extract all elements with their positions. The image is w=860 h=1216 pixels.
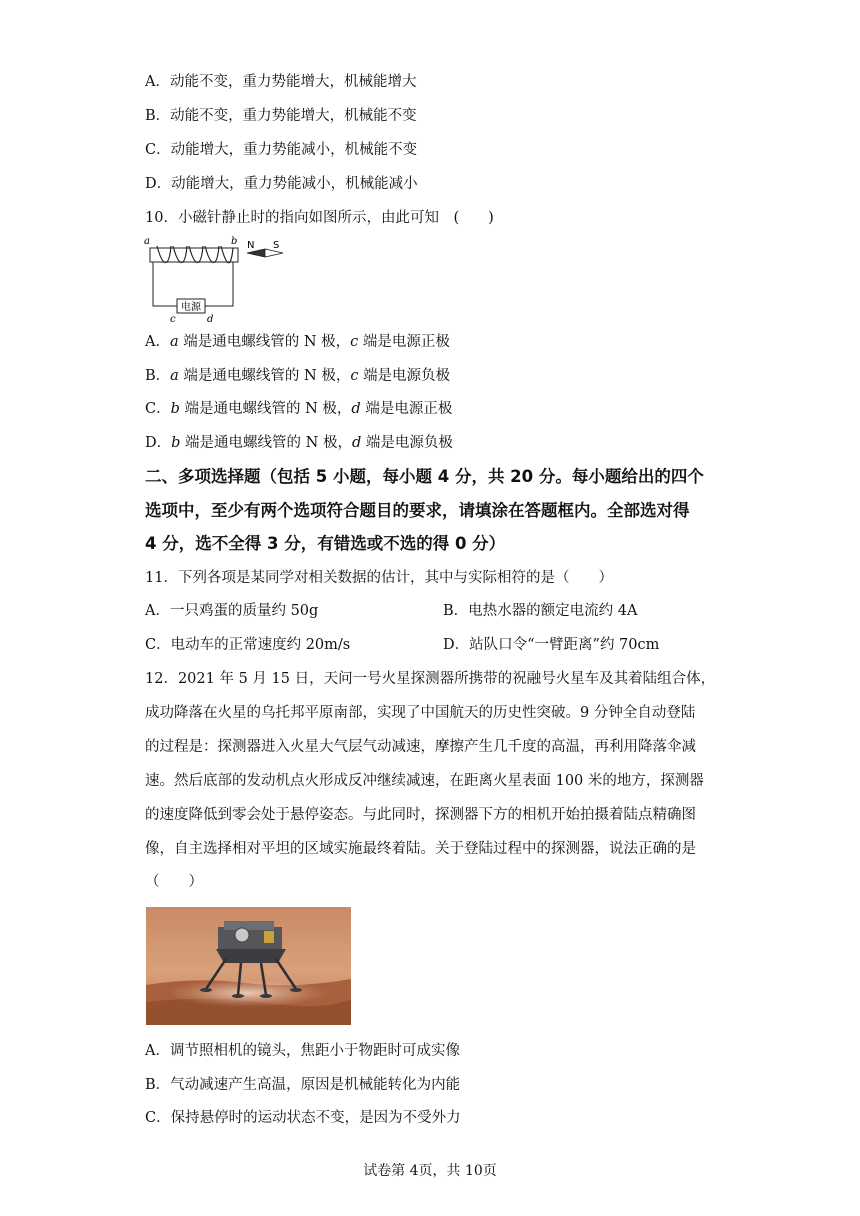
q11-stem: 11．下列各项是某同学对相关数据的估计，其中与实际相符的是（ ） <box>145 570 613 586</box>
q12-stem-line6: 像，自主选择相对平坦的区域实施最终着陆。关于登陆过程中的探测器，说法正确的是 <box>145 841 696 857</box>
q12-option-c: C．保持悬停时的运动状态不变，是因为不受外力 <box>145 1110 461 1126</box>
q10-option-b: B．a 端是通电螺线管的 N 极，c 端是电源负极 <box>145 368 451 384</box>
q12-stem-line3: 的过程是：探测器进入火星大气层气动减速，摩擦产生几千度的高温，再利用降落伞减 <box>145 739 696 755</box>
q10-option-a: A．a 端是通电螺线管的 N 极，c 端是电源正极 <box>145 334 450 350</box>
q9-option-d: D．动能增大，重力势能减小，机械能减小 <box>145 176 418 192</box>
q9-option-b: B．动能不变，重力势能增大，机械能不变 <box>145 108 417 124</box>
section2-heading-line3: 4 分，选不全得 3 分，有错选或不选的得 0 分） <box>145 534 506 553</box>
q9-option-a: A．动能不变，重力势能增大，机械能增大 <box>145 74 417 90</box>
q11-option-d: D．站队口令“一臂距离”约 70cm <box>443 637 660 653</box>
q12-option-a: A．调节照相机的镜头，焦距小于物距时可成实像 <box>145 1043 460 1059</box>
needle-n-label: N <box>247 240 255 251</box>
power-source-label: 电源 <box>181 302 201 313</box>
q11-option-c: C．电动车的正常速度约 20m/s <box>145 637 351 653</box>
solenoid-circuit-figure <box>143 234 293 326</box>
q12-stem-line5: 的速度降低到零会处于悬停姿态。与此同时，探测器下方的相机开始拍摄着陆点精确图 <box>145 807 696 823</box>
q10-option-d: D．b 端是通电螺线管的 N 极，d 端是电源负极 <box>145 435 453 451</box>
section2-heading-line2: 选项中，至少有两个选项符合题目的要求，请填涂在答题框内。全部选对得 <box>145 501 690 520</box>
q10-option-c: C．b 端是通电螺线管的 N 极，d 端是电源正极 <box>145 401 453 417</box>
page-footer: 试卷第 4页，共 10页 <box>363 1163 497 1179</box>
q10-stem: 10．小磁针静止时的指向如图所示，由此可知 ( ) <box>145 210 494 226</box>
q11-option-b: B．电热水器的额定电流约 4A <box>443 603 638 619</box>
section2-heading-line1: 二、多项选择题（包括 5 小题，每小题 4 分，共 20 分。每小题给出的四个 <box>145 467 704 486</box>
label-d: d <box>207 314 214 325</box>
label-a: a <box>144 236 150 247</box>
needle-s-label: S <box>273 240 280 251</box>
q12-stem-line7: （ ） <box>145 874 203 890</box>
q11-option-a: A．一只鸡蛋的质量约 50g <box>145 603 319 619</box>
q12-stem-line2: 成功降落在火星的乌托邦平原南部，实现了中国航天的历史性突破。9 分钟全自动登陆 <box>145 705 696 721</box>
mars-lander-photo <box>146 907 351 1025</box>
q12-stem-line1: 12．2021 年 5 月 15 日，天问一号火星探测器所携带的祝融号火星车及其着陆组合体， <box>145 671 716 687</box>
q12-option-b: B．气动减速产生高温，原因是机械能转化为内能 <box>145 1077 461 1093</box>
label-c: c <box>170 314 176 325</box>
q9-option-c: C．动能增大，重力势能减小，机械能不变 <box>145 142 418 158</box>
label-b: b <box>231 236 238 247</box>
q12-stem-line4: 速。然后底部的发动机点火形成反冲继续减速，在距离火星表面 100 米的地方，探测器 <box>145 773 704 789</box>
